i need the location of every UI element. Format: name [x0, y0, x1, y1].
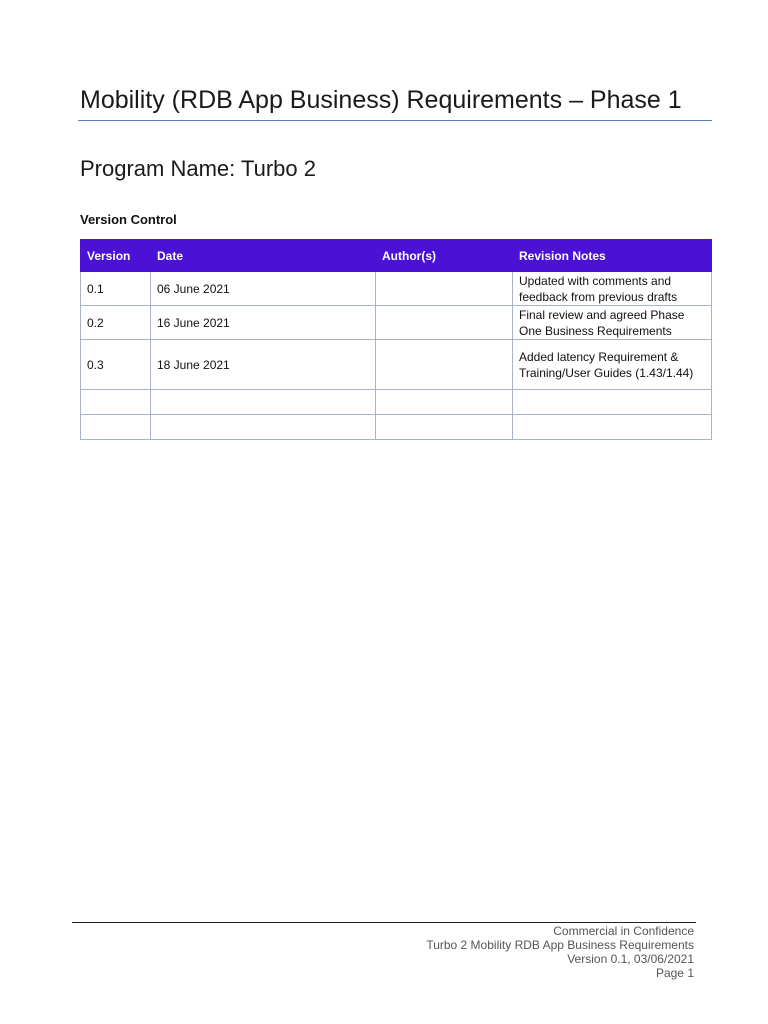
title-divider — [78, 120, 712, 121]
footer-page-number: Page 1 — [655, 966, 694, 980]
cell-version: 0.2 — [81, 306, 151, 340]
program-name: Program Name: Turbo 2 — [80, 156, 316, 181]
header-date: Date — [151, 240, 376, 272]
table-row — [81, 272, 712, 306]
page-footer — [426, 924, 694, 980]
table-row — [81, 390, 712, 415]
cell-revision-notes — [513, 390, 712, 415]
cell-date — [151, 390, 376, 415]
cell-version — [81, 390, 151, 415]
cell-date — [151, 415, 376, 440]
table-row — [81, 306, 712, 340]
version-control-heading: Version Control — [80, 212, 177, 227]
cell-date: 06 June 2021 — [151, 272, 376, 306]
header-revision-notes: Revision Notes — [513, 240, 712, 272]
cell-date: 18 June 2021 — [151, 340, 376, 390]
cell-date: 16 June 2021 — [151, 306, 376, 340]
document-title: Mobility (RDB App Business) Requirements – Phase 1 — [80, 86, 682, 114]
cell-version: 0.3 — [81, 340, 151, 390]
table-header-row — [81, 240, 712, 272]
header-version: Version — [81, 240, 151, 272]
version-control-table — [80, 239, 712, 440]
cell-authors — [376, 306, 513, 340]
cell-revision-notes: Updated with comments and feedback from previous drafts — [513, 272, 712, 306]
cell-authors — [376, 390, 513, 415]
cell-revision-notes: Added latency Requirement & Training/User Guides (1.43/1.44) — [513, 340, 712, 390]
footer-version: Version 0.1, 03/06/2021 — [567, 952, 694, 966]
footer-document-name: Turbo 2 Mobility RDB App Business Requirements — [426, 938, 694, 952]
cell-authors — [376, 272, 513, 306]
footer-divider — [72, 922, 696, 923]
cell-revision-notes — [513, 415, 712, 440]
cell-authors — [376, 415, 513, 440]
cell-version — [81, 415, 151, 440]
table-row — [81, 415, 712, 440]
header-authors: Author(s) — [376, 240, 513, 272]
cell-version: 0.1 — [81, 272, 151, 306]
table-row — [81, 340, 712, 390]
cell-authors — [376, 340, 513, 390]
cell-revision-notes: Final review and agreed Phase One Business Requirements — [513, 306, 712, 340]
footer-confidentiality: Commercial in Confidence — [553, 924, 694, 938]
